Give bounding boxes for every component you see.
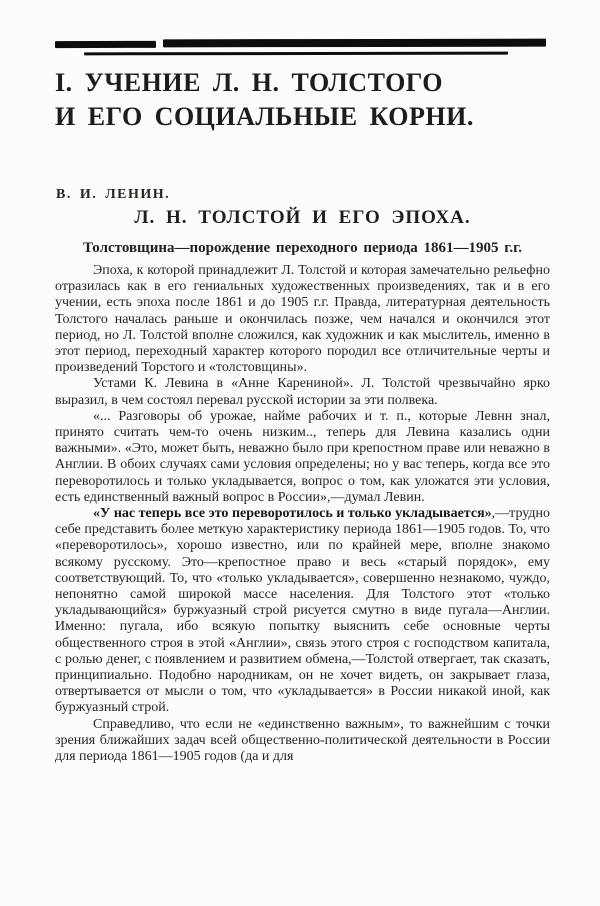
scan-artifact-bar-thin (84, 52, 508, 56)
paragraph-text: Справедливо, что если не «единственно важным», то важнейшим с точки зрения ближайших задач всей общественно-политической деятельности в России для периода 1861—1905 годов (да и для (55, 716, 550, 765)
chapter-title-line1: I. УЧЕНИЕ Л. Н. ТОЛСТОГО (55, 68, 443, 97)
section-subtitle: Толстовщина—порождение переходного периода 1861—1905 г.г. (82, 240, 523, 256)
author-name: В. И. ЛЕНИН. (56, 187, 171, 202)
body-text (55, 263, 550, 765)
quote-paragraph (55, 409, 550, 506)
paragraph-spravedlivo (55, 717, 550, 766)
scan-artifact-bar-top-left (55, 41, 156, 48)
paragraph-text: Устами К. Левина в «Анне Карениной». Л. Толстой чрезвычайно ярко выразил, в чем состоял перевал русской истории за эти полвека. (55, 376, 550, 408)
chapter-title-line2: И ЕГО СОЦИАЛЬНЫЕ КОРНИ. (55, 102, 474, 131)
paragraph-text: Эпоха, к которой принадлежит Л. Толстой и которая замечательно рельефно отразилась как в его гениальных художественных произведениях, так и в его учении, есть эпоха после 1861 и до 1905 г.г. Правда, литературная деятельность Толстого началась раньше и окончилась позже, чем начался и окончился этот период, но Л. Толстой вполне сложился, как художник и как мыслитель, именно в этот период, переходный характер которого породил все отличительные черты и произведений Торстого и «толстовщины». (55, 263, 550, 376)
scan-artifact-bar-top-right (163, 39, 546, 48)
chapter-heading: Л. Н. ТОЛСТОЙ И ЕГО ЭПОХА. (134, 207, 471, 228)
paragraph-text: «... Разговоры об урожае, найме рабочих и т. п., которые Левнн знал, принято считать чем-то очень низким.., теперь для Левина казались одни важными». «Это, может быть, неважно было при крепостном праве или неважно в Англии. В обоих случаях сами условия определены; но у вас теперь, когда все это переворотилось и только укладывается, вопрос о том, как уложатся эти условия, есть единственный важный вопрос в России»,—думал Левин. (55, 408, 550, 505)
paragraph-levin-intro (55, 376, 550, 408)
paragraph-text: ,—трудно себе представить более меткую характеристику периода 1861—1905 годов. То, что «переворотилось», хорошо известно, или по крайней мере, вполне знакомо всякому русскому. Это—крепостное право и весь «старый порядок», ему соответствующий. То, что «только укладывается», совершенно незнакомо, чуждо, непонятно самой широкой массе населения. Для Толстого этот «только укладывающийся» буржуазный строй рисуется смутно в виде пугала—Англии. Именно: пугала, ибо всякую попытку выяснить себе основные черты общественного строя в этой «Англии», связь этого строя с господством капитала, с ролью денег, с появлением и развитием обмена,—Толстой отвергает, так сказать, принципиально. Подобно народникам, он не хочет видеть, он закрывает глаза, отвертывается от мысли о том, что «укладывается» в России никакой иной, как буржуазный строй. (55, 506, 550, 716)
bold-lead: «У нас теперь все это переворотилось и только укладывается» (93, 506, 492, 522)
paragraph-epoch (55, 263, 550, 376)
paragraph-perevorotilos (55, 506, 550, 717)
chapter-title (55, 66, 555, 134)
